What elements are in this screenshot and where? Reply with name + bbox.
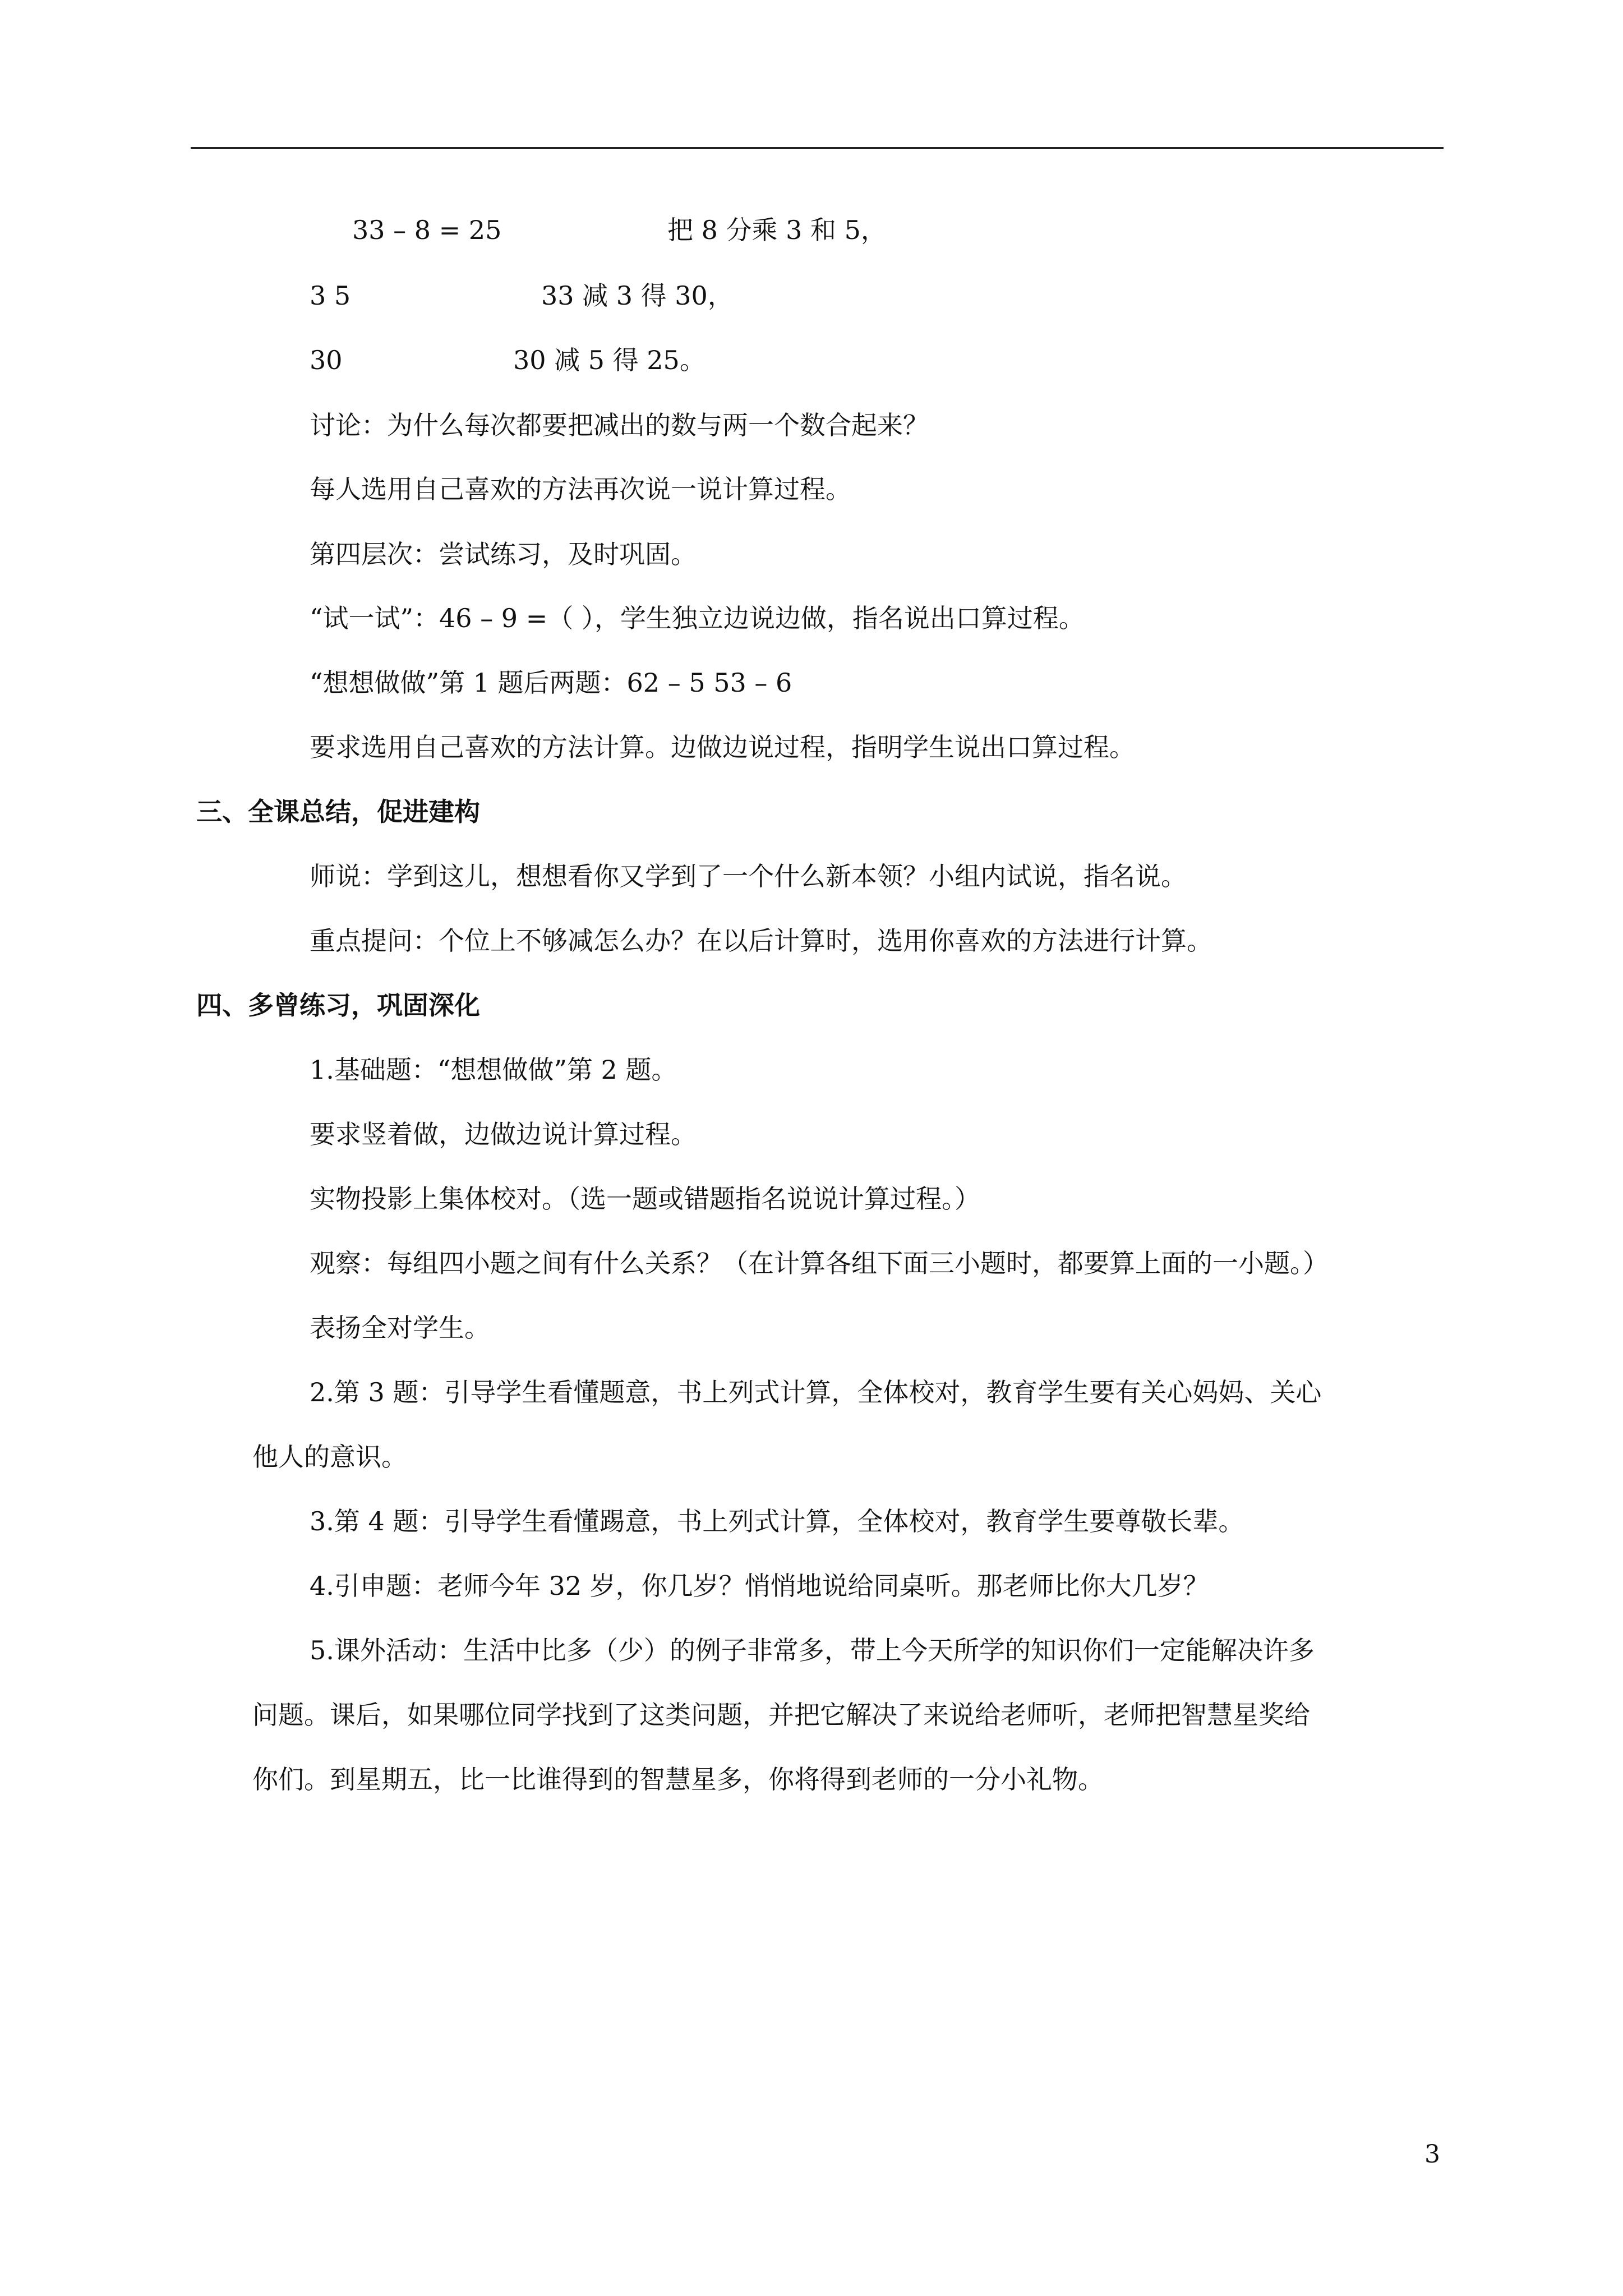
- explanation-line: 33 减 3 得 30，: [541, 280, 734, 311]
- paragraph-line: 1.基础题：“想想做做”第 2 题。: [310, 1055, 677, 1085]
- paragraph-line: 每人选用自己喜欢的方法再次说一说计算过程。: [310, 474, 851, 504]
- paragraph-line: 重点提问：个位上不够减怎么办？在以后计算时，选用你喜欢的方法进行计算。: [310, 926, 1212, 956]
- split-digits: 3 5: [310, 280, 351, 311]
- section-heading: 四、多曾练习，巩固深化: [196, 990, 480, 1020]
- paragraph-line: 2.第 3 题：引导学生看懂题意，书上列式计算，全体校对，教育学生要有关心妈妈、关心: [310, 1377, 1322, 1407]
- paragraph-line: 5.课外活动：生活中比多（少）的例子非常多，带上今天所学的知识你们一定能解决许多: [310, 1635, 1315, 1665]
- paragraph-line: 你们。到星期五，比一比谁得到的智慧星多，你将得到老师的一分小礼物。: [252, 1764, 1104, 1795]
- paragraph-line: “想想做做”第 1 题后两题：62 – 5 53 – 6: [310, 668, 792, 698]
- paragraph-line: 第四层次：尝试练习，及时巩固。: [310, 539, 697, 569]
- explanation-line: 30 减 5 得 25。: [513, 345, 706, 375]
- paragraph-line: 他人的意识。: [252, 1442, 407, 1472]
- equation-line: 33 – 8 = 25: [352, 215, 502, 245]
- page-number: 3: [1424, 2140, 1440, 2169]
- split-result: 30: [310, 345, 343, 375]
- paragraph-line: “试一试”：46 – 9 =（ ），学生独立边说边做，指名说出口算过程。: [310, 603, 1085, 633]
- paragraph-line: 问题。课后，如果哪位同学找到了这类问题，并把它解决了来说给老师听，老师把智慧星奖给: [252, 1700, 1310, 1730]
- paragraph-line: 3.第 4 题：引导学生看懂踢意，书上列式计算，全体校对，教育学生要尊敬长辈。: [310, 1506, 1244, 1536]
- paragraph-line: 表扬全对学生。: [310, 1313, 490, 1343]
- paragraph-line: 4.引申题：老师今年 32 岁，你几岁？悄悄地说给同桌听。那老师比你大几岁？: [310, 1571, 1209, 1601]
- header-rule: [191, 147, 1444, 149]
- section-heading: 三、全课总结，促进建构: [196, 797, 480, 827]
- paragraph-line: 要求竖着做，边做边说计算过程。: [310, 1119, 697, 1149]
- paragraph-line: 实物投影上集体校对。（选一题或错题指名说说计算过程。）: [310, 1184, 980, 1214]
- paragraph-line: 要求选用自己喜欢的方法计算。边做边说过程，指明学生说出口算过程。: [310, 732, 1135, 762]
- paragraph-line: 观察：每组四小题之间有什么关系？（在计算各组下面三小题时，都要算上面的一小题。）: [310, 1248, 1329, 1278]
- explanation-line: 把 8 分乘 3 和 5，: [667, 215, 887, 245]
- paragraph-line: 讨论：为什么每次都要把减出的数与两一个数合起来？: [310, 410, 929, 440]
- paragraph-line: 师说：学到这儿，想想看你又学到了一个什么新本领？小组内试说，指名说。: [310, 861, 1187, 891]
